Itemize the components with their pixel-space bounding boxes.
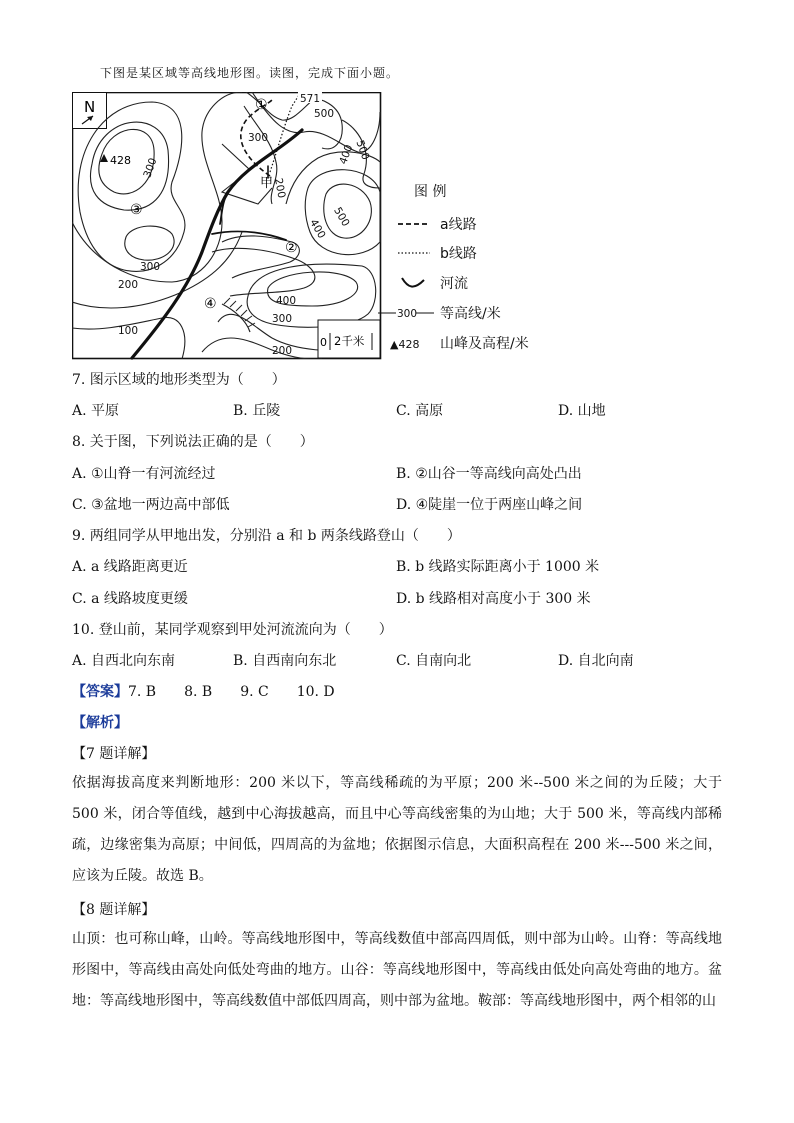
contour-label: 400: [307, 217, 328, 241]
detail-7-text: 依据海拔高度来判断地形：200 米以下，等高线稀疏的为平原；200 米--500 米之间的为丘陵；大于 500 米，闭合等值线，越到中心海拔越高，而且中心等高线密集的为山地；大于 500 米，等高线内部稀疏，边缘密集为高原；中间低，四周高的为盆地；依据图示信息，大面积高程在 200 米---500 米之间，应该为丘陵。故选 B。: [72, 775, 722, 884]
legend: [378, 184, 529, 352]
legend-contour: 等高线/米: [440, 306, 501, 322]
question-8-option-c: C. ③盆地一两边高中部低: [72, 497, 230, 513]
contour-label: 400: [276, 295, 297, 307]
detail-7-heading: [72, 743, 155, 763]
legend-a-route: a线路: [440, 217, 477, 233]
contour-label: 500: [353, 138, 372, 162]
question-10-option-d: D. 自北向南: [558, 653, 634, 669]
legend-peak-value: ▲428: [390, 338, 420, 351]
contour-label: 300: [272, 313, 293, 325]
legend-peak: 山峰及高程/米: [440, 336, 529, 352]
marker-2: ②: [285, 240, 298, 256]
answer-text: 7. B 8. B 9. C 10. D: [128, 684, 335, 700]
question-8-option-a: A. ①山脊一有河流经过: [72, 466, 216, 482]
question-10-option-b: B. 自西南向东北: [233, 653, 337, 669]
question-7-stem: 7. 图示区域的地形类型为（ ）: [72, 372, 286, 388]
detail-8-text: 山顶：也可称山峰，山岭。等高线地形图中，等高线数值中部高四周低，则中部为山岭。山脊：等高线地形图中，等高线由高处向低处弯曲的地方。山谷：等高线地形图中，等高线由低处向高处弯曲的地方。盆地：等高线地形图中，等高线数值中部低四周高，则中部为盆地。鞍部：等高线地形图中，两个相邻的山: [72, 931, 722, 1009]
legend-b-route: b线路: [440, 246, 477, 262]
contour-map: [72, 92, 562, 367]
cliff-line: [222, 304, 250, 332]
marker-3: ③: [130, 202, 143, 218]
question-9-option-a: A. a 线路距离更近: [72, 559, 188, 575]
contour-label: 400: [337, 143, 356, 167]
scale-zero: 0: [320, 336, 327, 349]
contour-label: 100: [118, 325, 139, 337]
question-9-option-d: D. b 线路相对高度小于 300 米: [396, 591, 591, 607]
intro-text: 下图是某区域等高线地形图。读图，完成下面小题。: [100, 66, 400, 80]
map-frame: [73, 93, 381, 359]
contour-label: 300: [140, 261, 161, 273]
marker-1: ①: [255, 97, 268, 113]
contour-line: [324, 184, 372, 238]
contour-label: 200: [272, 177, 288, 200]
contour-label: 500: [314, 108, 335, 120]
answer-tag: 【答案】: [72, 684, 128, 700]
scale-label: 2千米: [334, 334, 365, 348]
question-7-option-b: B. 丘陵: [233, 403, 281, 419]
contour-label: 300: [141, 156, 160, 180]
analysis-tag: 【解析】: [72, 715, 128, 731]
contour-label: 500: [331, 205, 352, 229]
contour-line: [125, 226, 174, 260]
analysis-heading: [72, 712, 128, 732]
question-9-stem: 9. 两组同学从甲地出发，分别沿 a 和 b 两条线路登山（ ）: [72, 528, 461, 544]
question-7-option-a: A. 平原: [72, 403, 120, 419]
question-8-option-b: B. ②山谷一等高线向高处凸出: [396, 466, 582, 482]
legend-river-symbol: [402, 278, 424, 287]
legend-contour-value: 300: [397, 308, 418, 320]
question-7-option-d: D. 山地: [558, 403, 606, 419]
question-10-option-a: A. 自西北向东南: [72, 653, 176, 669]
question-8-option-d: D. ④陡崖一位于两座山峰之间: [396, 497, 583, 513]
question-8-stem: 8. 关于图，下列说法正确的是（ ）: [72, 434, 314, 450]
detail-7-tag: 【7 题详解】: [72, 746, 156, 762]
contour-line: [212, 248, 315, 296]
north-label: N: [84, 98, 96, 116]
contour-label: 300: [248, 132, 269, 144]
answer-line: [72, 681, 335, 701]
question-10-stem: 10. 登山前，某同学观察到甲处河流流向为（ ）: [72, 622, 393, 638]
marker-4: ④: [204, 296, 217, 312]
legend-title: 图 例: [414, 184, 447, 200]
contour-label: 571: [300, 93, 321, 105]
contour-line: [247, 264, 376, 327]
detail-8-tag: 【8 题详解】: [72, 902, 156, 918]
question-9-option-c: C. a 线路坡度更缓: [72, 591, 188, 607]
legend-river: 河流: [440, 276, 468, 292]
peak-value: 428: [110, 154, 131, 167]
question-9-option-b: B. b 线路实际距离小于 1000 米: [396, 559, 600, 575]
contour-label: 200: [272, 345, 293, 357]
contour-line: [72, 317, 185, 359]
detail-8-heading: [72, 899, 155, 919]
contour-label: 200: [118, 279, 139, 291]
place-jia: 甲: [260, 176, 274, 191]
question-7-option-c: C. 高原: [396, 403, 444, 419]
question-10-option-c: C. 自南向北: [396, 653, 472, 669]
